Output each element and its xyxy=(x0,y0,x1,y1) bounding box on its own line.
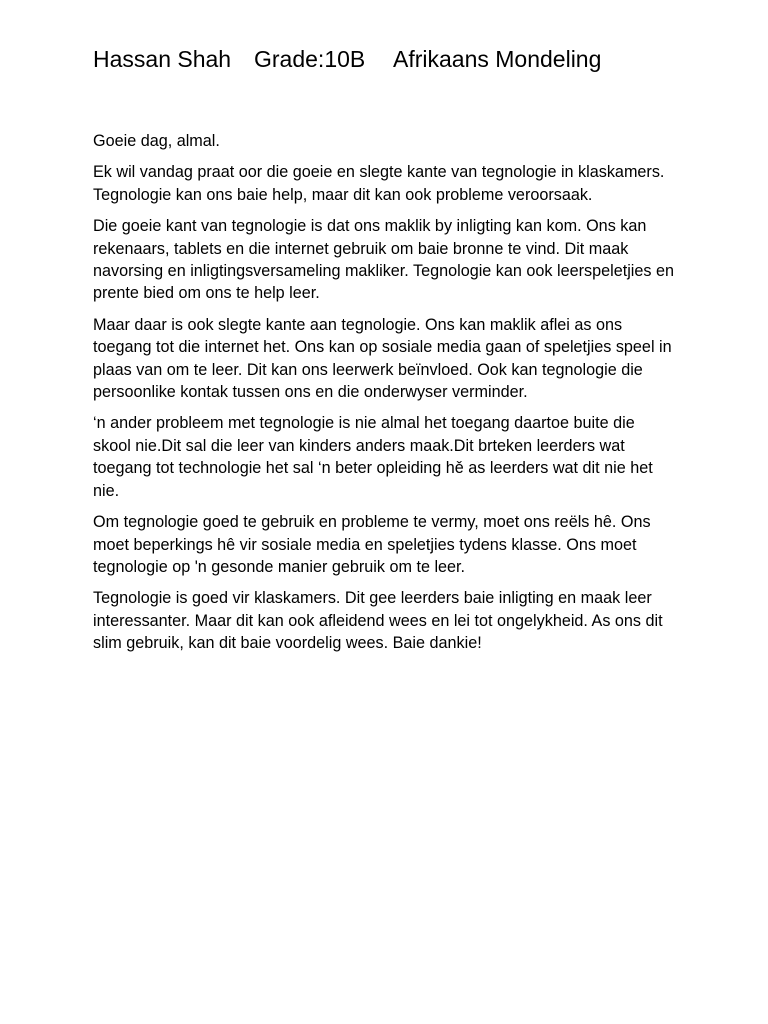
paragraph-intro: Ek wil vandag praat oor die goeie en slegte kante van tegnologie in klaskamers. Tegnologie kan ons baie help, maar dit kan ook probleme veroorsaak. xyxy=(93,163,665,204)
paragraph-access-problem: ‘n ander probleem met tegnologie is nie almal het toegang daartoe buite die skool nie.Dit sal die leer van kinders anders maak.Dit brteken leerders wat toegang tot technologie het sal ‘n beter opleiding hě as leerders wat dit nie het nie. xyxy=(93,414,653,500)
paragraph-disadvantages: Maar daar is ook slegte kante aan tegnologie. Ons kan maklik aflei as ons toegang tot die internet het. Ons kan op sosiale media gaan of speletjies speel in plaas van om te leer. Dit kan ons leerwerk beïnvloed. Ook kan tegnologie die persoonlike kontak tussen ons en die onderwyser verminder. xyxy=(93,315,672,402)
subject-title: Afrikaans Mondeling xyxy=(393,46,602,72)
speech-body xyxy=(93,130,677,664)
student-name: Hassan Shah xyxy=(93,46,232,72)
paragraph-conclusion: Tegnologie is goed vir klaskamers. Dit gee leerders baie inligting en maak leer interessanter. Maar dit kan ook afleidend wees en lei tot ongelykheid. As ons dit slim gebruik, kan dit baie voordelig wees. Baie dankie! xyxy=(93,589,663,653)
paragraph-greeting: Goeie dag, almal. xyxy=(93,132,220,150)
paragraph-rules: Om tegnologie goed te gebruik en probleme te vermy, moet ons reëls hê. Ons moet beperkings hê vir sosiale media en speletjies tydens klasse. Ons moet tegnologie op 'n gesonde manier gebruik om te leer. xyxy=(93,513,651,576)
document-header xyxy=(93,43,693,75)
student-grade: Grade:10B xyxy=(254,46,366,72)
paragraph-advantages: Die goeie kant van tegnologie is dat ons maklik by inligting kan kom. Ons kan rekenaars, tablets en die internet gebruik om baie bronne te vind. Dit maak navorsing en inligtingsversameling makliker. Tegnologie kan ook leerspeletjies en prente bied om ons te help leer. xyxy=(93,217,674,303)
